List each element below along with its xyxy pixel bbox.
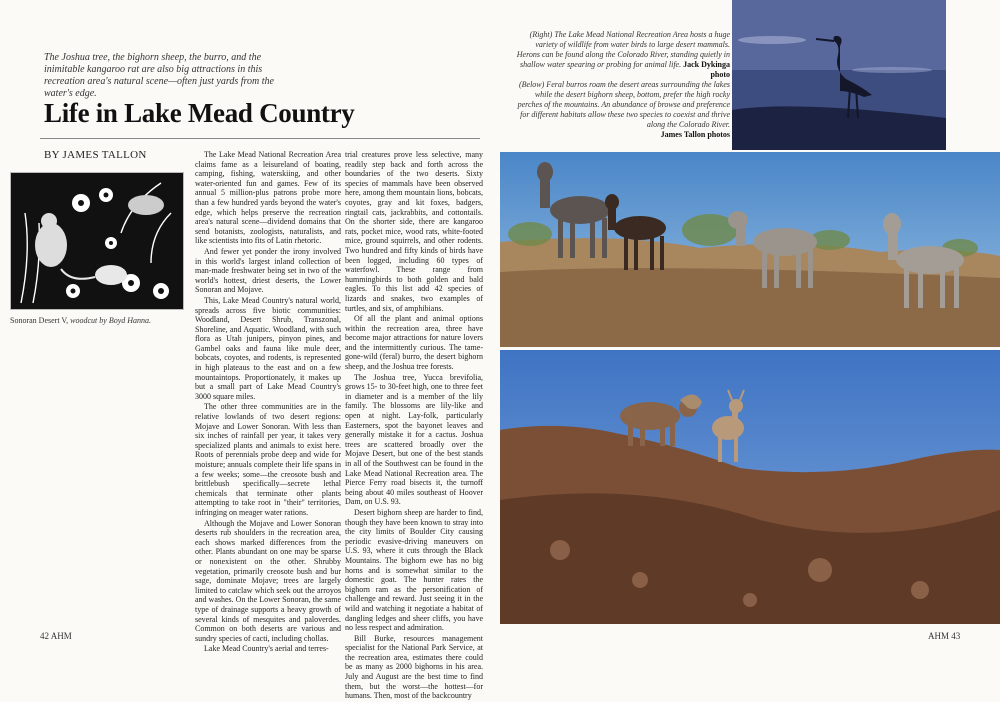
- woodcut-caption: [10, 316, 188, 325]
- paragraph: The Lake Mead National Recreation Area claims fame as a leisureland of boating, camping, fishing, waterskiing, and other water-oriented fun and games. Few of its annual 5 million-plus patrons probe more than a few hundred yards beyond the water's edge, which helps preserve the recreation area's natural scene—dividend domains that send botanists, zoologists, naturalists, and like scientists into fits of Latin rhetoric.: [195, 150, 341, 246]
- paragraph: This, Lake Mead Country's natural world, spreads across five biotic communities: Woodland, Desert Shrub, Transzonal, Shoreline, and Aquatic. Woodland, with such flora as Utah junipers, pinyon pines, and Gambel oaks and fauna like mule deer, bobcats, coyotes, and rodents, is represented in high plateaus to the east and on a few mountaintops. Proportionately, it makes up but a small part of Lake Mead Country's 3000 square miles.: [195, 295, 341, 401]
- photo-credit-tallon: James Tallon photos: [660, 130, 730, 139]
- headline: Life in Lake Mead Country: [44, 98, 355, 128]
- paragraph: The other three communities are in the relative lowlands of two desert regions: Mojave and Lower Sonoran. With less than six inches of rainfall per year, it takes very specialized plants and animals to exist here. Roots of perennials probe deep and wide for moisture; annuals complete their life spans in a few weeks; some—the creosote bush and brittlebush specifically—secrete lethal chemicals that terminate other plants attempting to take root in "their" territories, infringing on meager water rations.: [195, 402, 341, 517]
- woodcut-illustration: [10, 172, 184, 310]
- woodcut-caption-credit: woodcut by Boyd Hanna.: [70, 316, 152, 325]
- paragraph: Desert bighorn sheep are harder to find, though they have been known to stray into the city limits of Boulder City causing periodic evasive-driving maneuvers on U.S. 93, where it cuts through the Black Mountains. The bighorn ewe has no big horns and is somewhat similar to the domestic goat. The hunter rates the bighorn ram as the personification of challenge and reward. Just seeing it in the wild and watching it negotiate a habitat of dangling ledges and sheer cliffs, you have no less respect and admiration.: [345, 507, 483, 633]
- paragraph: And fewer yet ponder the irony involved in this world's largest inland collection of man-made freshwater being set in two of the world's hottest, driest deserts, the Lower Sonoran and Mojave.: [195, 246, 341, 295]
- photo-credit-heron: Jack Dykinga photo: [683, 60, 730, 79]
- photo-caption: [515, 30, 730, 140]
- paragraph: Although the Mojave and Lower Sonoran deserts rub shoulders in the recreation area, each shows marked differences from the other. Plants abundant on one may be sparse or nonexistent on the other. Shrubby vegetation, primarily creosote bush and bur sage, dominate Mojave; trees are largely limited to catclaw which seek out the arroyos and washes. On the Lower Sonoran, the same type of drainage supports a heavy growth of several kinds of mesquites and paloverdes. Common on both deserts are various and sundry species of cacti, including chollas.: [195, 518, 341, 643]
- paragraph: The Joshua tree, Yucca brevifolia, grows 15- to 30-feet high, one to three feet in diameter and is a member of the lily family. The blossoms are lily-like and open at night. Lay-folk, particularly Easterners, spot the bayonet leaves and generally mistake it for a cactus. Joshua trees are scattered broadly over the Mojave Desert, but one of the best stands in all of the Southwest can be found in the Lake Mead National Recreation area. The Pierce Ferry road bisects it, the turnoff being about 40 miles southeast of Hoover Dam, on U.S. 93.: [345, 372, 483, 507]
- bighorn-sheep-photo: [500, 350, 1000, 624]
- paragraph: trial creatures prove less selective, many readily step back and forth across the boundaries of the two deserts. Sixty species of mammals have been observed here, among them mountain lions, bobcats, coyotes, gray and kit foxes, badgers, ringtail cats, jackrabbits, and cottontails. On the shorter side, there are kangaroo rats, pocket mice, wood rats, white-footed mice, ground squirrels, and other rodents. Two hundred and fifty kinds of birds have been logged, including 60 types of waterfowl. These range from hummingbirds to both golden and bald eagles. To this list add 42 species of lizards and snakes, two examples of turtles, and six, of amphibians.: [345, 150, 483, 313]
- headline-rule: [40, 138, 480, 139]
- folio-left: 42 AHM: [40, 631, 72, 641]
- paragraph: Bill Burke, resources management specialist for the National Park Service, at the recreation area, estimates there could be as many as 2000 bighorns in his area. July and August are the best time to find them, but the worst—the hottest—for humans. Then, most of the backcountry: [345, 633, 483, 701]
- article-column-1: [195, 150, 341, 655]
- paragraph: Lake Mead Country's aerial and terres-: [204, 644, 329, 654]
- photo-caption-burros-sheep: (Below) Feral burros roam the desert areas surrounding the lakes while the desert bighorn sheep, bottom, prefer the high rocky perches of the mountains. An abundance of browse and preference for different habitats allow these two species to coexist and thrive along the Colorado River.: [517, 80, 730, 129]
- byline: BY JAMES TALLON: [44, 149, 147, 161]
- paragraph: Of all the plant and animal options within the recreation area, three have become major attractions for nature lovers and the intermittently curious. The tame-gone-wild (feral) burro, the desert bighorn sheep, and the Joshua tree forests.: [345, 314, 483, 372]
- woodcut-caption-title: Sonoran Desert V,: [10, 316, 69, 325]
- folio-right: AHM 43: [928, 631, 961, 641]
- article-column-2: [345, 150, 483, 702]
- burros-photo: [500, 152, 1000, 347]
- photo-caption-heron: (Right) The Lake Mead National Recreation Area hosts a huge variety of wildlife from water birds to large desert mammals. Herons can be found along the Colorado River, standing quietly in shallow water spearing or probing for animal life.: [516, 30, 730, 69]
- deck-text: The Joshua tree, the bighorn sheep, the burro, and the inimitable kangaroo rat are also big attractions in this recreation area's natural scene—often just yards from the water's edge.: [44, 52, 274, 99]
- heron-photo: [732, 0, 946, 150]
